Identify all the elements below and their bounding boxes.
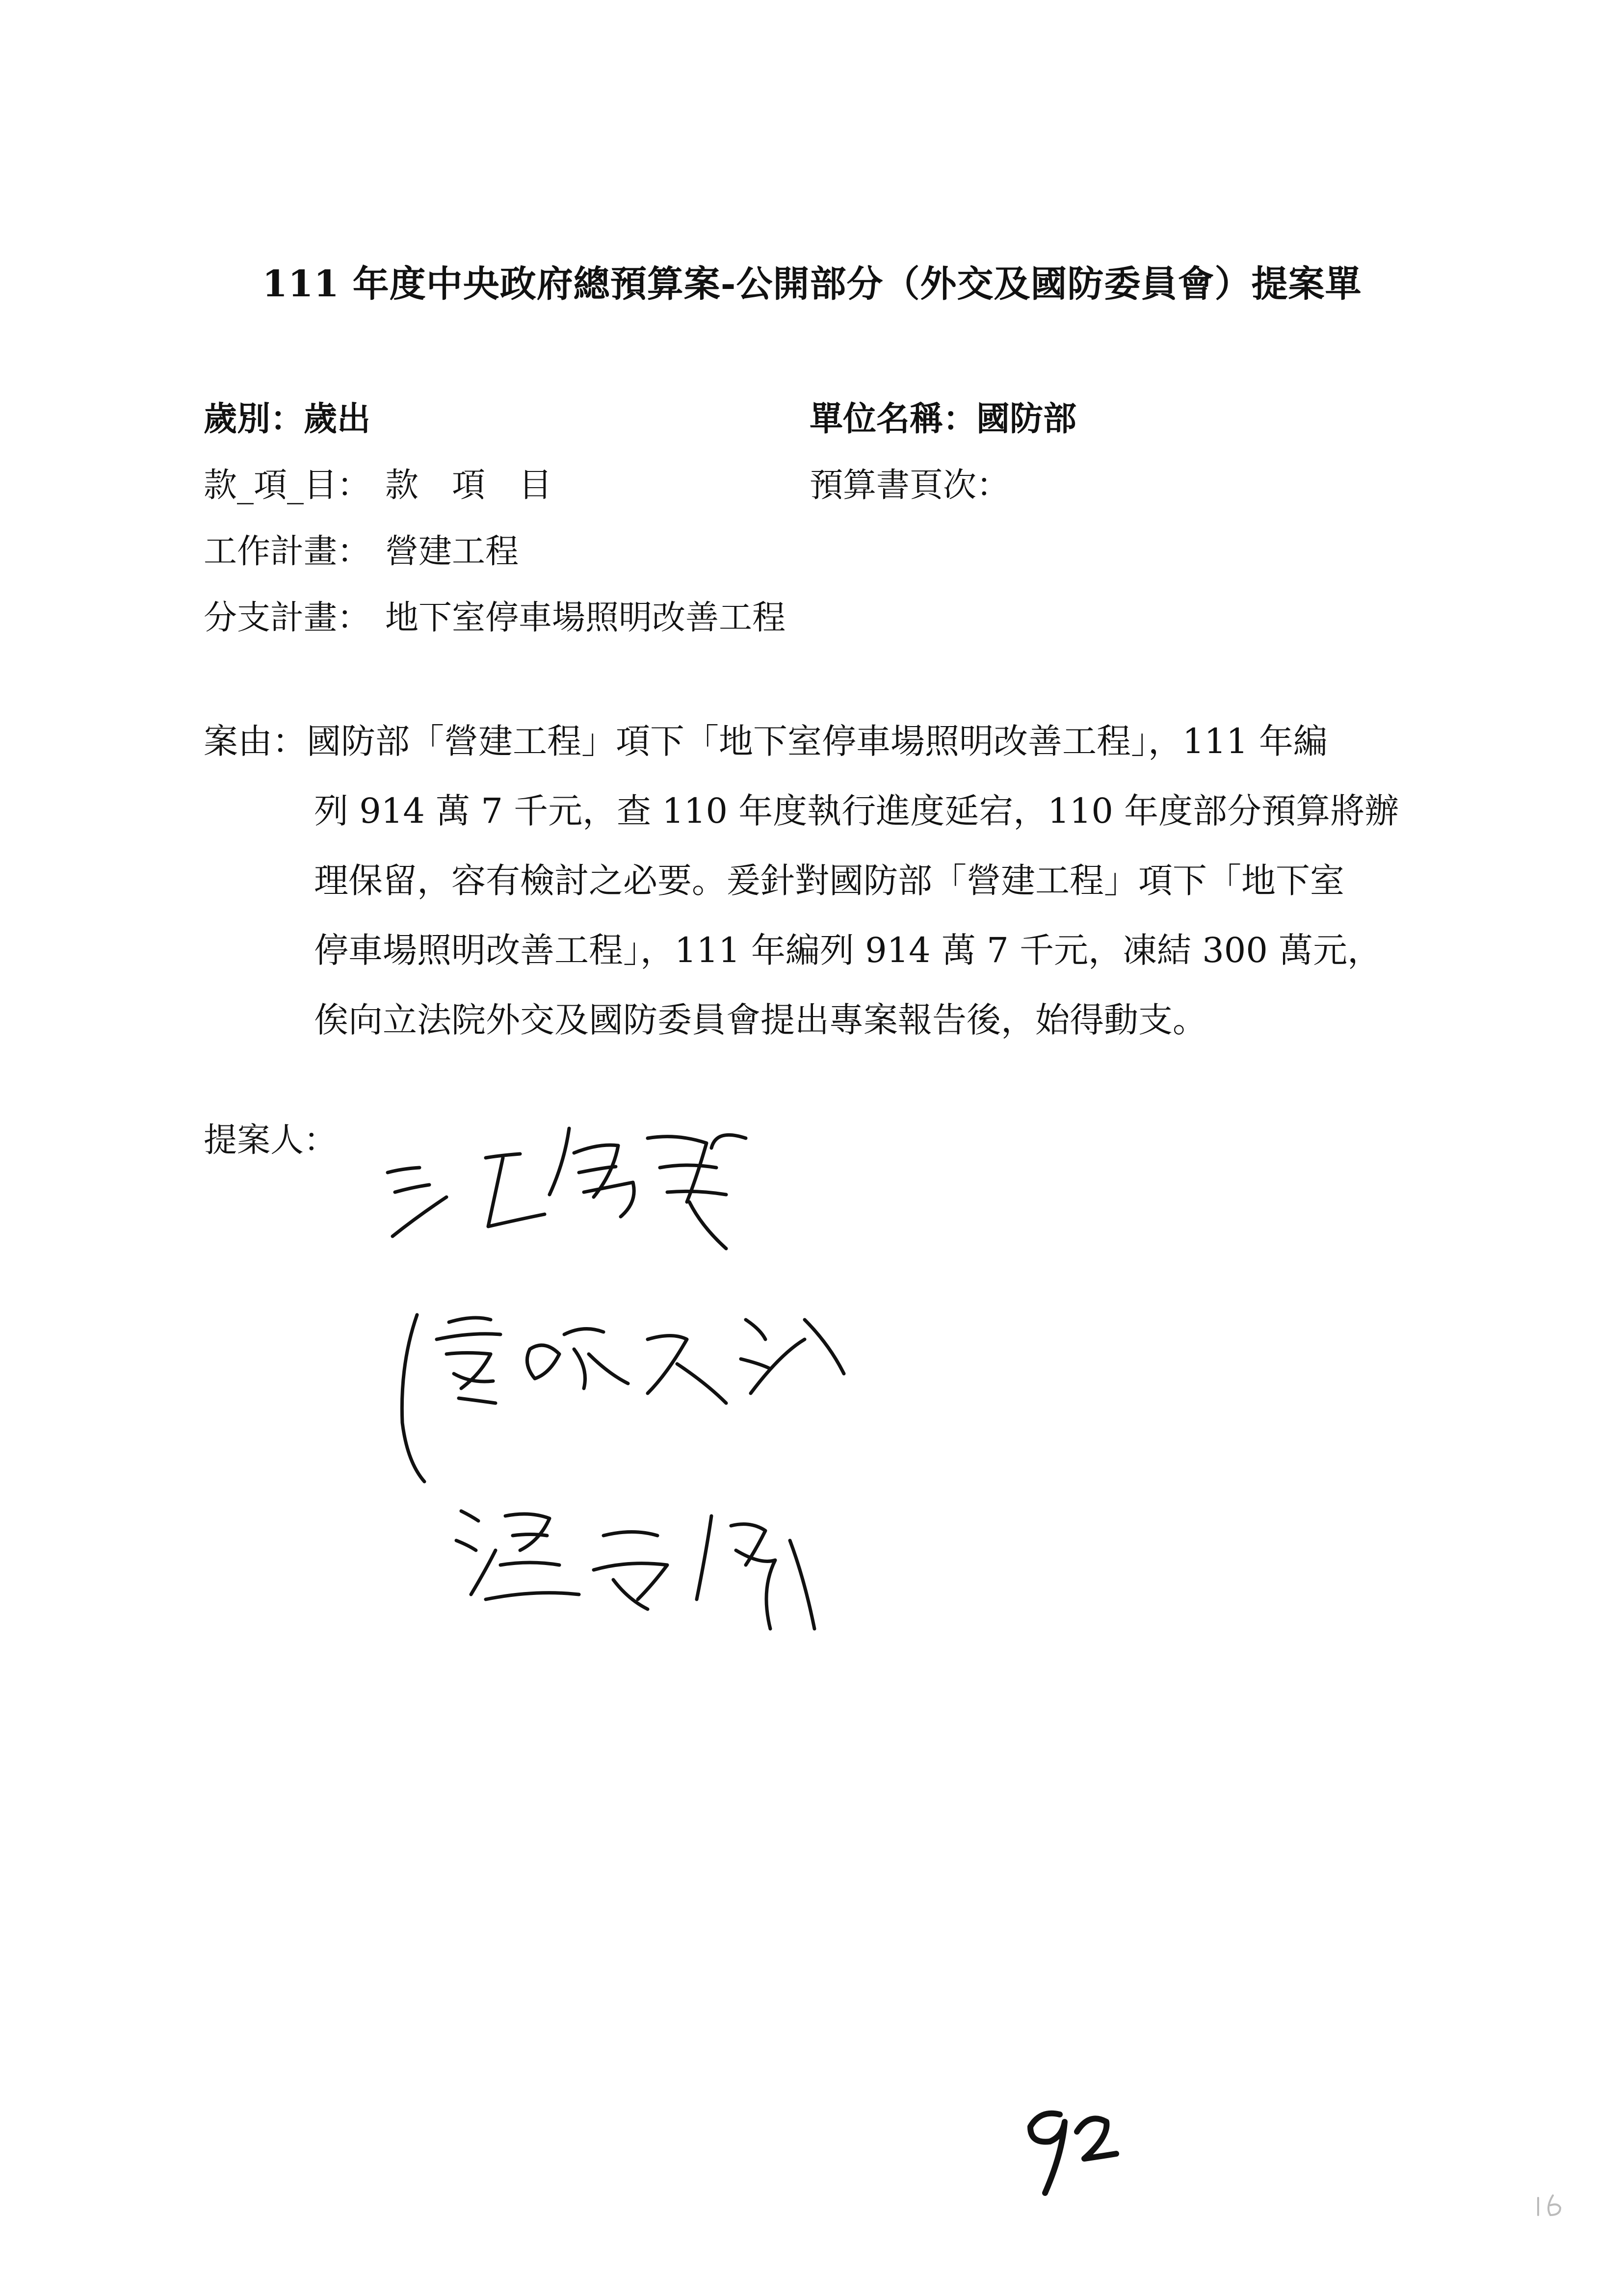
case-line: 俟向立法院外交及國防委員會提出專案報告後，始得動支。 — [314, 1000, 1207, 1040]
item-label: 款_項_目： — [204, 466, 371, 505]
category-field — [204, 392, 370, 440]
case-line: 列 914 萬 7 千元，查 110 年度執行進度延宕，110 年度部分預算將辦 — [314, 791, 1399, 831]
case-line: 理保留，容有檢討之必要。爰針對國防部「營建工程」項下「地下室 — [314, 861, 1344, 901]
document-title: 111 年度中央政府總預算案-公開部分（外交及國防委員會）提案單 — [262, 263, 1362, 305]
item-field — [204, 459, 552, 506]
item-value: 款 項 目 — [385, 466, 552, 505]
signature-2 — [402, 1315, 844, 1482]
page-number-handwritten — [1011, 2085, 1138, 2213]
case-label: 案由： — [204, 721, 307, 761]
corner-stamp-mark — [1531, 2188, 1575, 2227]
category-label: 歲別： — [204, 399, 304, 439]
subplan-label: 分支計畫： — [204, 599, 371, 637]
signature-1 — [388, 1128, 746, 1249]
plan-label: 工作計畫： — [204, 532, 371, 571]
proposer-label: 提案人： — [204, 1121, 338, 1160]
plan-value: 營建工程 — [385, 532, 519, 571]
case-body — [204, 706, 1469, 1055]
budget-page-label: 預算書頁次： — [810, 466, 1010, 505]
plan-field — [204, 525, 519, 573]
unit-value: 國防部 — [976, 399, 1077, 439]
subplan-value: 地下室停車場照明改善工程 — [385, 599, 786, 637]
unit-label: 單位名稱： — [810, 399, 977, 439]
unit-field — [810, 392, 1076, 440]
budget-page-field — [810, 459, 1010, 506]
case-line: 案由：國防部「營建工程」項下「地下室停車場照明改善工程」，111 年編 — [204, 721, 1328, 761]
subplan-field — [204, 591, 786, 639]
signature-3 — [456, 1511, 814, 1629]
case-line: 停車場照明改善工程」，111 年編列 914 萬 7 千元，凍結 300 萬元， — [314, 930, 1382, 970]
category-value: 歲出 — [304, 399, 371, 439]
handwritten-signatures — [373, 1109, 864, 1697]
